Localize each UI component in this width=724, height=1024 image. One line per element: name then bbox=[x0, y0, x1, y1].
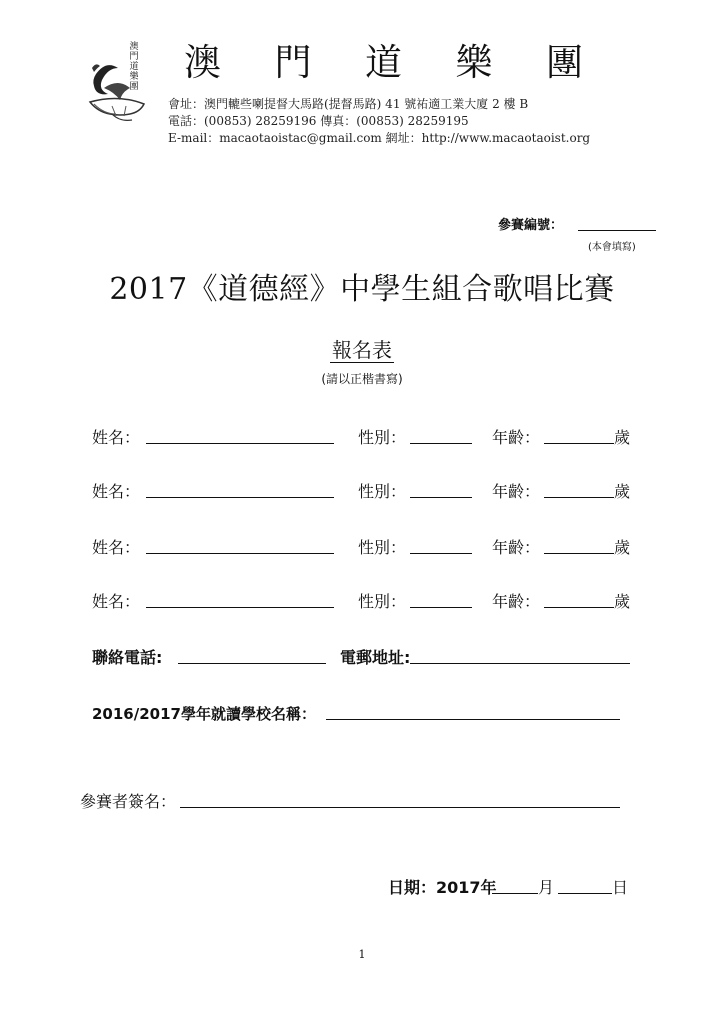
age-field[interactable] bbox=[544, 607, 614, 608]
competition-title: 2017《道德經》中學生組合歌唱比賽 bbox=[109, 272, 615, 307]
age-field[interactable] bbox=[544, 553, 614, 554]
name-label: 姓名： bbox=[92, 538, 141, 557]
form-instruction: (請以正楷書寫) bbox=[321, 372, 403, 386]
age-label: 年齡： bbox=[492, 592, 541, 611]
age-unit: 歲 bbox=[614, 482, 631, 501]
email-address-label: 電郵地址: bbox=[340, 648, 411, 667]
signature-label: 參賽者簽名： bbox=[80, 792, 177, 811]
age-field[interactable] bbox=[544, 443, 614, 444]
organization-name bbox=[184, 41, 584, 84]
age-label: 年齡： bbox=[492, 428, 541, 447]
name-field[interactable] bbox=[146, 607, 334, 608]
school-name-label: 2016/2017學年就讀學校名稱： bbox=[92, 705, 316, 723]
phone-fax-line: 電話：(00853) 28259196 傳真：(00853) 28259195 bbox=[168, 114, 469, 128]
name-label: 姓名： bbox=[92, 428, 141, 447]
org-name-char: 樂 bbox=[455, 41, 494, 84]
address-line: 會址：澳門轆些喇提督大馬路(提督馬路) 41 號祐適工業大廈 2 樓 B bbox=[168, 97, 529, 111]
gender-label: 性別： bbox=[358, 482, 407, 501]
name-field[interactable] bbox=[146, 553, 334, 554]
age-unit: 歲 bbox=[614, 592, 631, 611]
gender-label: 性別： bbox=[358, 538, 407, 557]
age-unit: 歲 bbox=[614, 428, 631, 447]
email-web-line: E-mail：macaotaoistac@gmail.com 網址：http://www.macaotaoist.org bbox=[168, 131, 591, 145]
date-day-field[interactable] bbox=[558, 893, 612, 894]
age-unit: 歲 bbox=[614, 538, 631, 557]
gender-label: 性別： bbox=[358, 428, 407, 447]
org-name-char: 澳 bbox=[184, 41, 222, 84]
org-name-char: 團 bbox=[546, 41, 584, 84]
form-title-text: 報名表 bbox=[332, 338, 392, 362]
email-address-field[interactable] bbox=[410, 663, 630, 664]
school-name-field[interactable] bbox=[326, 719, 620, 720]
age-label: 年齡： bbox=[492, 482, 541, 501]
age-field[interactable] bbox=[544, 497, 614, 498]
entry-number-note: (本會填寫) bbox=[588, 242, 636, 253]
name-field[interactable] bbox=[146, 443, 334, 444]
org-logo bbox=[82, 40, 162, 128]
name-label: 姓名： bbox=[92, 592, 141, 611]
lotus-logo-icon bbox=[82, 40, 162, 128]
gender-field[interactable] bbox=[410, 497, 472, 498]
name-label: 姓名： bbox=[92, 482, 141, 501]
contact-phone-field[interactable] bbox=[178, 663, 326, 664]
form-title bbox=[0, 334, 724, 363]
date-month-field[interactable] bbox=[492, 893, 538, 894]
date-label: 日期：2017年 bbox=[388, 878, 497, 897]
gender-label: 性別： bbox=[358, 592, 407, 611]
signature-field[interactable] bbox=[180, 807, 620, 808]
date-month-unit: 月 bbox=[538, 878, 555, 897]
contact-phone-label: 聯絡電話: bbox=[92, 648, 163, 667]
page-number: 1 bbox=[358, 948, 366, 961]
org-name-char: 道 bbox=[365, 41, 403, 84]
gender-field[interactable] bbox=[410, 553, 472, 554]
gender-field[interactable] bbox=[410, 443, 472, 444]
logo-vertical-text: 澳門道樂團 bbox=[129, 42, 139, 92]
name-field[interactable] bbox=[146, 497, 334, 498]
age-label: 年齡： bbox=[492, 538, 541, 557]
gender-field[interactable] bbox=[410, 607, 472, 608]
date-day-unit: 日 bbox=[612, 878, 629, 897]
entry-number-label: 參賽編號： bbox=[498, 218, 564, 233]
entry-number-field[interactable] bbox=[578, 230, 656, 231]
org-name-char: 門 bbox=[274, 41, 313, 84]
